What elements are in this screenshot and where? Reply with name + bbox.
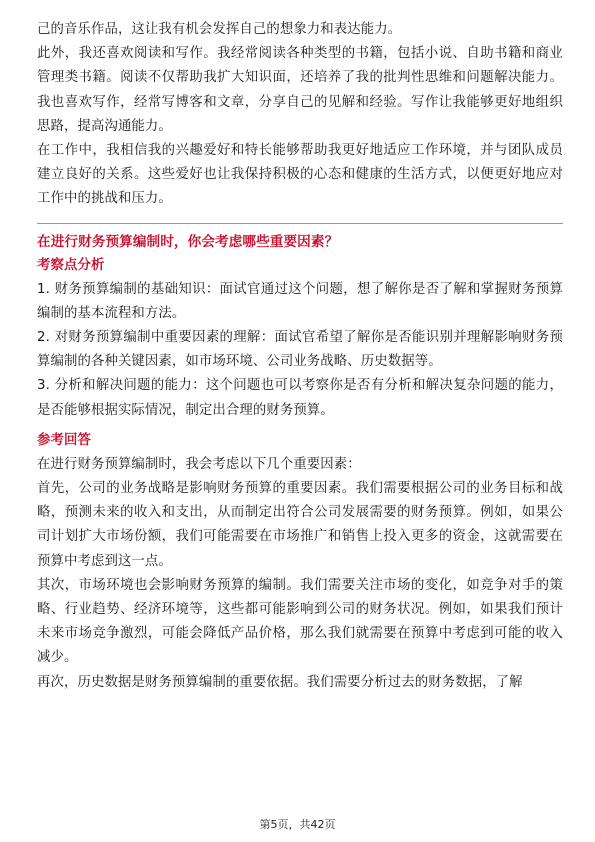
question-heading: 在进行财务预算编制时，你会考虑哪些重要因素？: [37, 233, 339, 250]
intro-paragraph-2: 此外，我还喜欢阅读和写作。我经常阅读各种类型的书籍，包括小说、自助书籍和商业管理类书籍。阅读不仅帮助我扩大知识面，还培养了我的批判性思维和问题解决能力。我也喜欢写作，经常写博客和文章，分享自己的见解和经验。写作让我能够更好地组织思路，提高沟通能力。: [37, 46, 563, 134]
answer-paragraph-3: 其次，市场环境也会影响财务预算的编制。我们需要关注市场的变化，如竞争对手的策略、行业趋势、经济环境等，这些都可能影响到公司的财务状况。例如，如果我们预计未来市场竞争激烈，可能会降低产品价格，那么我们就需要在预算中考虑到可能的收入减少。: [37, 577, 563, 666]
analysis-item-3: 3. 分析和解决问题的能力：这个问题也可以考察你是否有分析和解决复杂问题的能力，是否能够根据实际情况，制定出合理的财务预算。: [37, 378, 563, 418]
intro-paragraph-3: 在工作中，我相信我的兴趣爱好和特长能够帮助我更好地适应工作环境，并与团队成员建立良好的关系。这些爱好也让我保持积极的心态和健康的生活方式，以便更好地应对工作中的挑战和压力。: [37, 143, 563, 207]
analysis-item-2: 2. 对财务预算编制中重要因素的理解：面试官希望了解你是否能识别并理解影响财务预算编制的各种关键因素，如市场环境、公司业务战略、历史数据等。: [37, 330, 563, 370]
analysis-item-1: 1. 财务预算编制的基础知识：面试官通过这个问题，想了解你是否了解和掌握财务预算编制的基本流程和方法。: [37, 281, 563, 321]
page-number: 第5页，共42页: [259, 818, 336, 831]
section-divider: [37, 223, 563, 224]
answer-paragraph-1: 在进行财务预算编制时，我会考虑以下几个重要因素：: [37, 456, 361, 472]
answer-paragraph-2: 首先，公司的业务战略是影响财务预算的重要因素。我们需要根据公司的业务目标和战略，预测未来的收入和支出，从而制定出符合公司发展需要的财务预算。例如，如果公司计划扩大市场份额，我们可能需要在市场推广和销售上投入更多的资金，这就需要在预算中考虑到这一点。: [37, 481, 563, 569]
answer-paragraph-4: 再次，历史数据是财务预算编制的重要依据。我们需要分析过去的财务数据，了解: [37, 674, 523, 690]
answer-heading: 参考回答: [37, 432, 91, 448]
analysis-heading: 考察点分析: [37, 257, 105, 273]
intro-paragraph-1: 己的音乐作品，这让我有机会发挥自己的想象力和表达能力。: [37, 22, 402, 37]
document-page: [37, 18, 563, 695]
